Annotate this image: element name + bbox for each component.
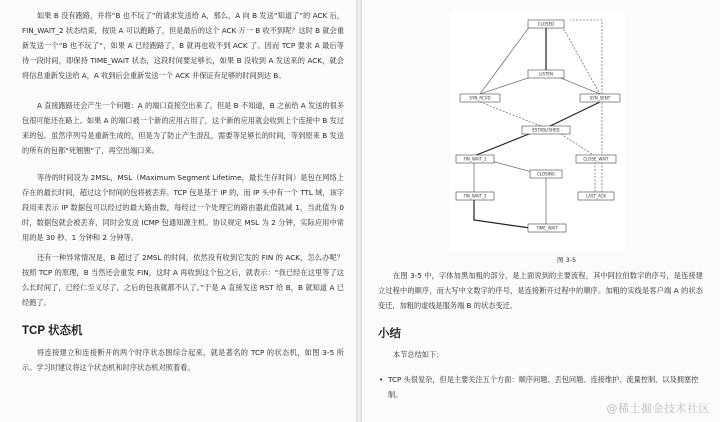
tcp-state-machine-diagram <box>450 10 625 250</box>
state-closed: CLOSED <box>537 21 555 27</box>
figure-description: 在图 3-5 中，字体加黑加粗的部分，是上面说到的主要流程，其中阿拉伯数字的序号，是连接建立过程中的顺序，而大写中文数字的序号，是连接断开过程中的顺序。加粗的实线是客户端 A 的状态变迁，加粗的虚线是服务端 B 的状态变迁。 <box>378 271 703 310</box>
paragraph-2: A 直接跑路还会产生一个问题：A 的端口直接空出来了，但是 B 不知道，B 之前给 A 发送的很多包很可能还在路上。如果 A 的端口被一个新的应用占用了，这个新的应用就会收到上个连接中 B 发过来的包。虽然序列号是重新生成的，但是为了防止产生混乱，需要等足够长的时间，等到原来 B 发送的所有的包都“死翘翘”了，再空出端口来。 <box>22 101 344 155</box>
state-listen: LISTEN <box>539 71 553 77</box>
summary-heading: 小结 <box>378 328 401 340</box>
state-fin-wait-1: FIN_WAIT_1 <box>463 156 487 162</box>
summary-intro: 本节总结如下： <box>393 350 444 359</box>
state-closing: CLOSING <box>537 171 555 177</box>
state-syn-rcvd: SYN_RCVD <box>469 95 491 101</box>
state-time-wait: TIME_WAIT <box>536 225 558 231</box>
state-syn-sent: SYN_SENT <box>589 95 611 101</box>
state-established: ESTABLISHED <box>532 127 560 133</box>
right-page <box>362 0 720 422</box>
paragraph-5: 将连接建立和连接断开的两个时序状态图综合起来，就是著名的 TCP 的状态机，如图 3-5 所示。学习时建议将这个状态机和时序状态机对照着看。 <box>22 348 344 372</box>
paragraph-4: 还有一种异常情况是，B 超过了 2MSL 的时间，依然没有收到它发的 FIN 的 ACK，怎么办呢？按照 TCP 的原理，B 当然还会重发 FIN，这时 A 再收到这个包之后，就表示：“我已经在这里等了这么长时间了，已经仁至义尽了，之后的包我就都不认了。”于是 A 直接发送 RST 给 B，B 就知道 A 已经跑了。 <box>22 253 344 307</box>
left-page <box>0 0 356 422</box>
paragraph-1: 如果 B 没有跑路，并将“B 也不玩了”的请求发送给 A，那么，A 向 B 发送“知道了”的 ACK 后，FIN_WAIT_2 状态结束，按说 A 可以跑路了，但是最后的这个 ACK 万一 B 收不到呢？这时 B 就会重新发送一个“B 也不玩了”，如果 A 已经跑路了，B 就再也收不到 ACK 了。因而 TCP 要求 A 最后等待一段时间，即保持 TIME_WAIT 状态，这段时间要足够长，如果 B 没收到 A 发送来的 ACK，就会将信息重新发送给 A，A 收到后会重新发送一个 ACK 并保证有足够的时间到达 B。 <box>22 11 344 80</box>
watermark: @稀土掘金技术社区 <box>606 402 710 415</box>
state-close-wait: CLOSE_WAIT <box>583 156 609 162</box>
summary-bullet: • TCP 头很复杂，但是主要关注五个方面：顺序问题、丢包问题、连接维护、流量控制、以及拥塞控制。 <box>388 372 703 402</box>
paragraph-3: 等待的时间设为 2MSL，MSL（Maximum Segment Lifetime，最长生存时间）是包在网络上存在的最长时间，超过这个时间的包将被丢弃。TCP 包是基于 IP 的，而 IP 头中有一个 TTL 域，该字段用来表示 IP 数据包可以经过的最大路由数，每经过一个处理它的路由器此值就减 1，当此值为 0 时，数据包就会被丢弃，同时会发送 ICMP 包通知源主机。协议规定 MSL 为 2 分钟，实际应用中常用的是 30 秒、1 分钟和 2 分钟等。 <box>22 173 344 242</box>
section-heading: TCP 状态机 <box>22 325 83 337</box>
figure-caption: 图 3-5 <box>557 256 577 264</box>
state-fin-wait-2: FIN_WAIT_2 <box>463 193 487 199</box>
state-last-ack: LAST_ACK <box>585 193 607 199</box>
